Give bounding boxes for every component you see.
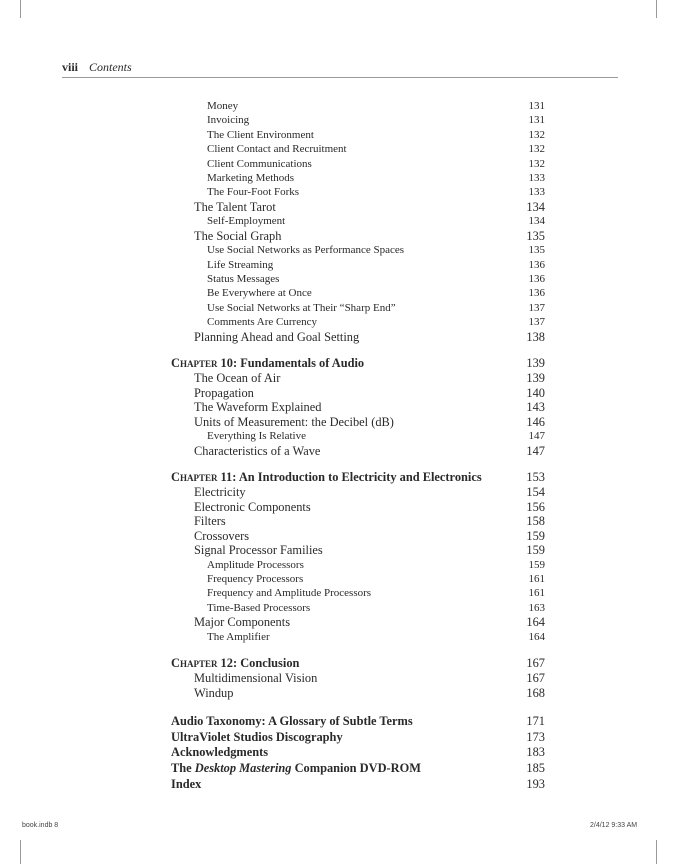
toc-entry-text: The Waveform Explained [194, 400, 322, 415]
toc-entry-text: Frequency Processors [207, 573, 304, 585]
toc-entry-title-italic: Desktop Mastering [194, 760, 292, 775]
toc-subsection-entry [171, 286, 545, 300]
toc-section-entry [171, 615, 545, 630]
toc-entry-title [171, 656, 299, 671]
toc-entry-title [207, 301, 396, 315]
toc-entry-text: Conclusion [240, 656, 300, 671]
toc-entry-title [194, 386, 254, 401]
toc-page-number: 134 [526, 199, 545, 214]
toc-entry-title [207, 99, 238, 113]
toc-entry-text: Invoicing [207, 114, 250, 127]
toc-subsection-entry [171, 171, 545, 185]
toc-section-entry [171, 386, 545, 401]
toc-section-entry [171, 671, 545, 686]
toc-page-number: 183 [526, 745, 545, 760]
toc-section-entry [171, 330, 545, 345]
toc-entry-title [194, 415, 394, 430]
toc-page-number: 153 [526, 470, 545, 485]
toc-entry-title [207, 171, 294, 185]
toc-page-number: 163 [528, 601, 545, 614]
toc-page-number: 159 [526, 528, 545, 543]
toc-entry-text: Status Messages [207, 273, 280, 286]
toc-entry-text: Life Streaming [207, 258, 274, 271]
toc-page-number: 164 [528, 630, 545, 643]
toc-section-entry [171, 500, 545, 515]
toc-page-number: 147 [526, 443, 545, 458]
toc-entry-title [207, 315, 317, 329]
chapter-label: Chapter 12: [171, 656, 238, 671]
toc-subsection-entry [171, 214, 545, 228]
toc-page-number: 185 [526, 760, 545, 775]
toc-entry-text: The Talent Tarot [194, 199, 276, 214]
toc-entry-text: Everything Is Relative [207, 430, 306, 443]
toc-entry-title [207, 243, 404, 257]
toc-entry-text: Self-Employment [207, 215, 286, 228]
footer-file-info: book.indb 8 [22, 822, 59, 829]
toc-section-entry [171, 371, 545, 386]
toc-page-number: 136 [528, 287, 545, 300]
toc-entry-title [207, 286, 312, 300]
toc-page-number: 136 [528, 273, 545, 286]
toc-entry-text: Electronic Components [194, 499, 311, 514]
toc-entry-text: Propagation [194, 385, 254, 400]
toc-subsection-entry [171, 301, 545, 315]
toc-entry-title [171, 730, 343, 746]
toc-entry-title [194, 200, 276, 215]
toc-entry-title [207, 630, 270, 644]
toc-entry-text: Multidimensional Vision [194, 671, 318, 686]
toc-entry-title-prefix: The [171, 760, 195, 775]
toc-page-number: 146 [526, 414, 545, 429]
toc-page-number: 132 [528, 143, 545, 156]
toc-page-number: 131 [528, 100, 545, 112]
toc-entry-title [207, 558, 304, 572]
toc-entry-title [194, 543, 323, 558]
toc-chapter-entry [171, 356, 545, 371]
toc-page-number: 171 [526, 714, 545, 729]
toc-entry-text: Index [171, 776, 202, 791]
chapter-label: Chapter 11: [171, 470, 237, 485]
chapter-label: Chapter 10: [171, 356, 238, 371]
toc-entry-title [194, 485, 246, 500]
toc-page-number: 135 [528, 244, 545, 257]
toc-entry-title [207, 128, 314, 142]
toc-entry-title [194, 330, 359, 345]
toc-entry-title [207, 113, 249, 127]
toc-page-number: 137 [528, 301, 545, 314]
toc-page-number: 173 [526, 729, 545, 744]
toc-entry-text: Filters [194, 514, 226, 529]
toc-entry-text: Be Everywhere at Once [207, 287, 312, 300]
footer-timestamp: 2/4/12 9:33 AM [590, 822, 638, 829]
toc-page-number: 137 [528, 316, 545, 329]
toc-entry-text: The Four-Foot Forks [207, 186, 300, 199]
toc-page-number: 133 [528, 172, 545, 185]
toc-entry-text: Use Social Networks as Performance Spaces [207, 244, 405, 257]
toc-chapter-entry [171, 470, 545, 485]
toc-entry-text: Electricity [194, 485, 246, 500]
toc-entry-text: The Amplifier [207, 630, 270, 643]
toc-page-number: 132 [528, 157, 545, 170]
running-header [62, 58, 618, 78]
toc-subsection-entry [171, 630, 545, 644]
table-of-contents [171, 99, 545, 792]
toc-section-entry [171, 514, 545, 529]
header-title: Contents [89, 60, 132, 74]
toc-page-number: 159 [526, 543, 545, 558]
toc-page-number: 167 [526, 656, 545, 671]
toc-entry-text: The Social Graph [194, 228, 282, 243]
toc-entry-text: Planning Ahead and Goal Setting [194, 329, 360, 344]
toc-page-number: 139 [526, 371, 545, 386]
toc-page-number: 138 [526, 329, 545, 344]
toc-subsection-entry [171, 272, 545, 286]
toc-subsection-entry [171, 142, 545, 156]
toc-entry-text: Units of Measurement: the Decibel (dB) [194, 414, 394, 429]
toc-page-number: 156 [526, 499, 545, 514]
crop-mark [656, 0, 657, 18]
toc-entry-title [207, 214, 285, 228]
toc-page-number: 131 [528, 114, 545, 127]
toc-entry-title [207, 185, 299, 199]
toc-entry-title [171, 777, 201, 793]
toc-page-number: 167 [526, 671, 545, 686]
toc-entry-title [194, 371, 280, 386]
toc-section-entry [171, 415, 545, 430]
toc-section-entry [171, 543, 545, 558]
toc-entry-title [194, 529, 249, 544]
toc-subsection-entry [171, 258, 545, 272]
toc-entry-title [207, 586, 371, 600]
toc-entry-title [171, 714, 413, 730]
toc-entry-text: Comments Are Currency [207, 316, 317, 329]
toc-entry-title [194, 671, 317, 686]
toc-entry-title [194, 500, 311, 515]
toc-section-entry [171, 229, 545, 244]
toc-entry-title [207, 429, 306, 443]
toc-entry-text: UltraViolet Studios Discography [171, 729, 343, 744]
toc-entry-title [171, 470, 482, 485]
toc-backmatter-entry [171, 745, 545, 761]
toc-entry-title [194, 686, 233, 701]
toc-entry-text: Audio Taxonomy: A Glossary of Subtle Terms [171, 714, 413, 729]
toc-subsection-entry [171, 601, 545, 615]
toc-entry-text: Client Contact and Recruitment [207, 143, 347, 156]
crop-mark [20, 840, 21, 864]
toc-page-number: 161 [528, 587, 545, 600]
toc-entry-text: Client Communications [207, 157, 312, 170]
toc-subsection-entry [171, 157, 545, 171]
toc-page-number: 158 [526, 514, 545, 529]
toc-page-number: 193 [526, 776, 545, 791]
toc-page-number: 154 [526, 485, 545, 500]
toc-page-number: 143 [526, 400, 545, 415]
toc-entry-title [207, 601, 310, 615]
toc-entry-title [171, 745, 268, 761]
toc-section-entry [171, 485, 545, 500]
toc-subsection-entry [171, 113, 545, 127]
toc-page-number: 168 [526, 685, 545, 700]
toc-entry-text: Companion DVD-ROM [291, 760, 421, 775]
toc-page-number: 164 [526, 615, 545, 630]
toc-backmatter-entry [171, 777, 545, 793]
toc-entry-title [194, 514, 226, 529]
toc-page-number: 140 [526, 385, 545, 400]
toc-chapter-entry [171, 656, 545, 671]
toc-entry-text: Money [207, 100, 239, 112]
toc-page-number: 139 [526, 356, 545, 371]
toc-entry-text: The Ocean of Air [194, 371, 281, 386]
toc-entry-text: Amplitude Processors [207, 558, 304, 571]
toc-page-number: 135 [526, 228, 545, 243]
toc-entry-text: Major Components [194, 615, 291, 630]
toc-entry-title [194, 229, 281, 244]
toc-subsection-entry [171, 315, 545, 329]
toc-entry-text: Characteristics of a Wave [194, 443, 321, 458]
toc-entry-text: Marketing Methods [207, 172, 295, 185]
toc-backmatter-entry [171, 714, 545, 730]
toc-page-number: 147 [528, 430, 545, 443]
toc-subsection-entry [171, 99, 545, 113]
toc-subsection-entry [171, 128, 545, 142]
toc-page-number: 136 [528, 258, 545, 271]
toc-subsection-entry [171, 429, 545, 443]
toc-subsection-entry [171, 185, 545, 199]
toc-backmatter-entry [171, 730, 545, 746]
toc-entry-text: Frequency and Amplitude Processors [207, 587, 372, 600]
toc-subsection-entry [171, 558, 545, 572]
toc-entry-title [207, 157, 312, 171]
toc-entry-text: Windup [194, 685, 234, 700]
toc-entry-text: Acknowledgments [171, 745, 269, 760]
toc-section-entry [171, 444, 545, 459]
toc-entry-text: Use Social Networks at Their “Sharp End” [207, 301, 396, 314]
toc-page-number: 133 [528, 186, 545, 199]
crop-mark [20, 0, 21, 18]
toc-subsection-entry [171, 572, 545, 586]
header-page-number: viii [62, 60, 79, 74]
toc-entry-title [207, 272, 279, 286]
toc-entry-text: An Introduction to Electricity and Electronics [238, 470, 482, 485]
toc-page-number: 161 [528, 573, 545, 585]
toc-entry-text: Fundamentals of Audio [240, 356, 365, 371]
toc-section-entry [171, 400, 545, 415]
toc-section-entry [171, 200, 545, 215]
toc-entry-title [194, 615, 290, 630]
toc-entry-title [194, 400, 321, 415]
toc-subsection-entry [171, 586, 545, 600]
toc-subsection-entry [171, 243, 545, 257]
toc-entry-text: Crossovers [194, 528, 250, 543]
toc-page-number: 132 [528, 128, 545, 141]
toc-entry-title [171, 761, 421, 777]
toc-backmatter-entry [171, 761, 545, 777]
toc-entry-text: Signal Processor Families [194, 543, 323, 558]
toc-section-entry [171, 529, 545, 544]
toc-entry-title [207, 258, 273, 272]
toc-entry-title [207, 142, 347, 156]
toc-page-number: 134 [528, 215, 545, 228]
toc-entry-text: The Client Environment [207, 128, 314, 141]
toc-section-entry [171, 686, 545, 701]
toc-entry-text: Time-Based Processors [207, 601, 311, 614]
toc-entry-title [171, 356, 364, 371]
crop-mark [656, 840, 657, 864]
toc-entry-title [194, 444, 320, 459]
toc-page-number: 159 [528, 558, 545, 571]
toc-entry-title [207, 572, 303, 586]
